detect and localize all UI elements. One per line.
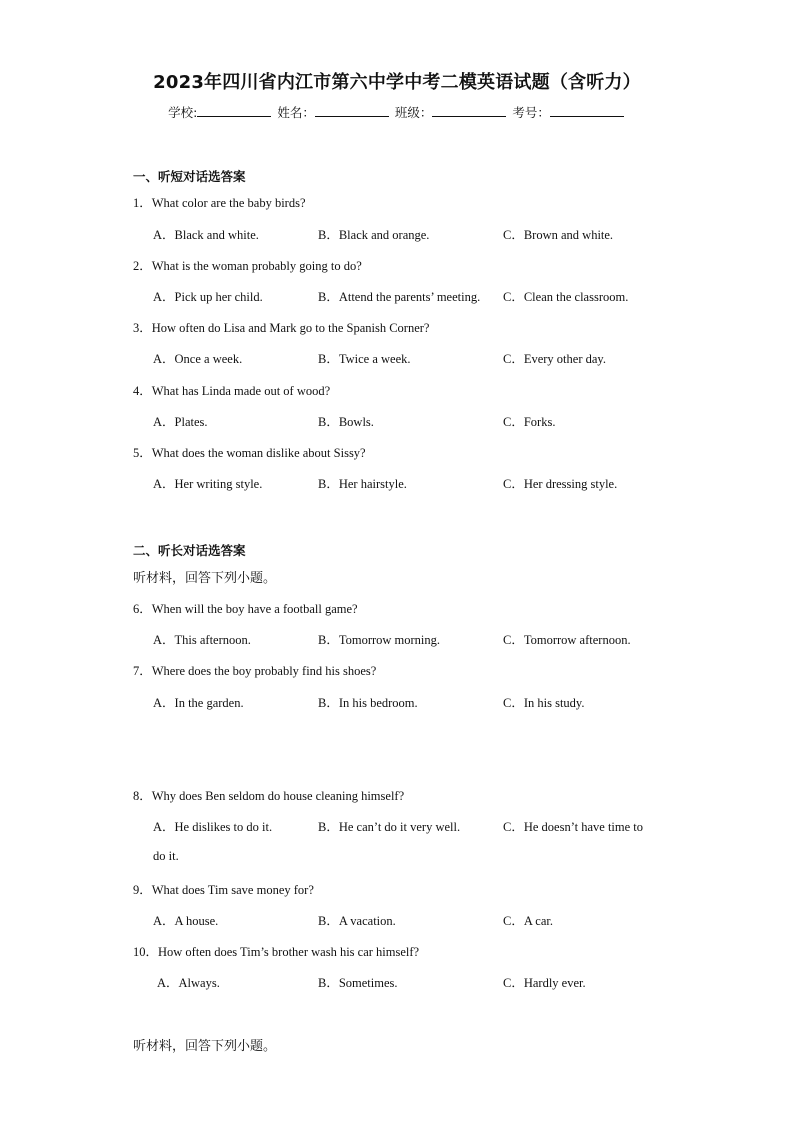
q7-option-a[interactable]: A．In the garden. [153, 696, 244, 710]
q10-option-a[interactable]: A．Always. [157, 976, 220, 990]
section-2-instruction-2: 听材料，回答下列小题。 [133, 1039, 277, 1054]
question-5: 5．What does the woman dislike about Sissy? [133, 446, 366, 460]
q9-option-a[interactable]: A．A house. [153, 914, 219, 928]
name-blank[interactable] [315, 104, 389, 117]
q6-option-b[interactable]: B．Tomorrow morning. [318, 633, 441, 647]
question-2: 2．What is the woman probably going to do? [133, 259, 362, 273]
number-label: 考号： [512, 105, 550, 120]
question-9: 9．What does Tim save money for? [133, 883, 314, 897]
q3-option-c[interactable]: C．Every other day. [503, 352, 606, 366]
q4-option-a[interactable]: A．Plates. [153, 415, 208, 429]
q3-option-a[interactable]: A．Once a week. [153, 352, 243, 366]
section-heading-1: 一、听短对话选答案 [133, 169, 246, 184]
q8-option-a[interactable]: A．He dislikes to do it. [153, 820, 273, 834]
q1-option-c[interactable]: C．Brown and white. [503, 228, 614, 242]
name-label: 姓名： [277, 105, 315, 120]
question-7: 7．Where does the boy probably find his shoes? [133, 664, 377, 678]
q10-option-c[interactable]: C．Hardly ever. [503, 976, 586, 990]
q6-option-a[interactable]: A．This afternoon. [153, 633, 251, 647]
number-blank[interactable] [550, 104, 624, 117]
q5-option-c[interactable]: C．Her dressing style. [503, 477, 618, 491]
question-8: 8．Why does Ben seldom do house cleaning himself? [133, 789, 405, 803]
q6-option-c[interactable]: C．Tomorrow afternoon. [503, 633, 631, 647]
q4-option-b[interactable]: B．Bowls. [318, 415, 374, 429]
student-info-line [0, 103, 794, 121]
question-6: 6．When will the boy have a football game? [133, 602, 358, 616]
class-blank[interactable] [432, 104, 506, 117]
q8-option-b[interactable]: B．He can’t do it very well. [318, 820, 461, 834]
school-blank[interactable] [197, 104, 271, 117]
question-10: 10．How often does Tim’s brother wash his car himself? [133, 945, 420, 959]
q1-option-b[interactable]: B．Black and orange. [318, 228, 430, 242]
q5-option-a[interactable]: A．Her writing style. [153, 477, 263, 491]
question-4: 4．What has Linda made out of wood? [133, 384, 331, 398]
q5-option-b[interactable]: B．Her hairstyle. [318, 477, 407, 491]
section-2-instruction: 听材料，回答下列小题。 [133, 571, 277, 586]
q2-option-c[interactable]: C．Clean the classroom. [503, 290, 629, 304]
q2-option-b[interactable]: B．Attend the parents’ meeting. [318, 290, 481, 304]
question-1: 1．What color are the baby birds? [133, 196, 306, 210]
q8-option-c-continued: do it. [153, 849, 179, 863]
q4-option-c[interactable]: C．Forks. [503, 415, 556, 429]
q10-option-b[interactable]: B．Sometimes. [318, 976, 398, 990]
school-label: 学校: [168, 105, 198, 120]
q8-option-c[interactable]: C．He doesn’t have time to [503, 820, 644, 834]
q7-option-b[interactable]: B．In his bedroom. [318, 696, 418, 710]
q3-option-b[interactable]: B．Twice a week. [318, 352, 411, 366]
page-title: 2023年四川省内江市第六中学中考二模英语试题（含听力） [153, 72, 641, 93]
q2-option-a[interactable]: A．Pick up her child. [153, 290, 263, 304]
question-3: 3．How often do Lisa and Mark go to the Spanish Corner? [133, 321, 430, 335]
q9-option-c[interactable]: C．A car. [503, 914, 553, 928]
q9-option-b[interactable]: B．A vacation. [318, 914, 396, 928]
section-heading-2: 二、听长对话选答案 [133, 543, 246, 558]
class-label: 班级： [394, 105, 433, 120]
q7-option-c[interactable]: C．In his study. [503, 696, 585, 710]
q1-option-a[interactable]: A．Black and white. [153, 228, 259, 242]
